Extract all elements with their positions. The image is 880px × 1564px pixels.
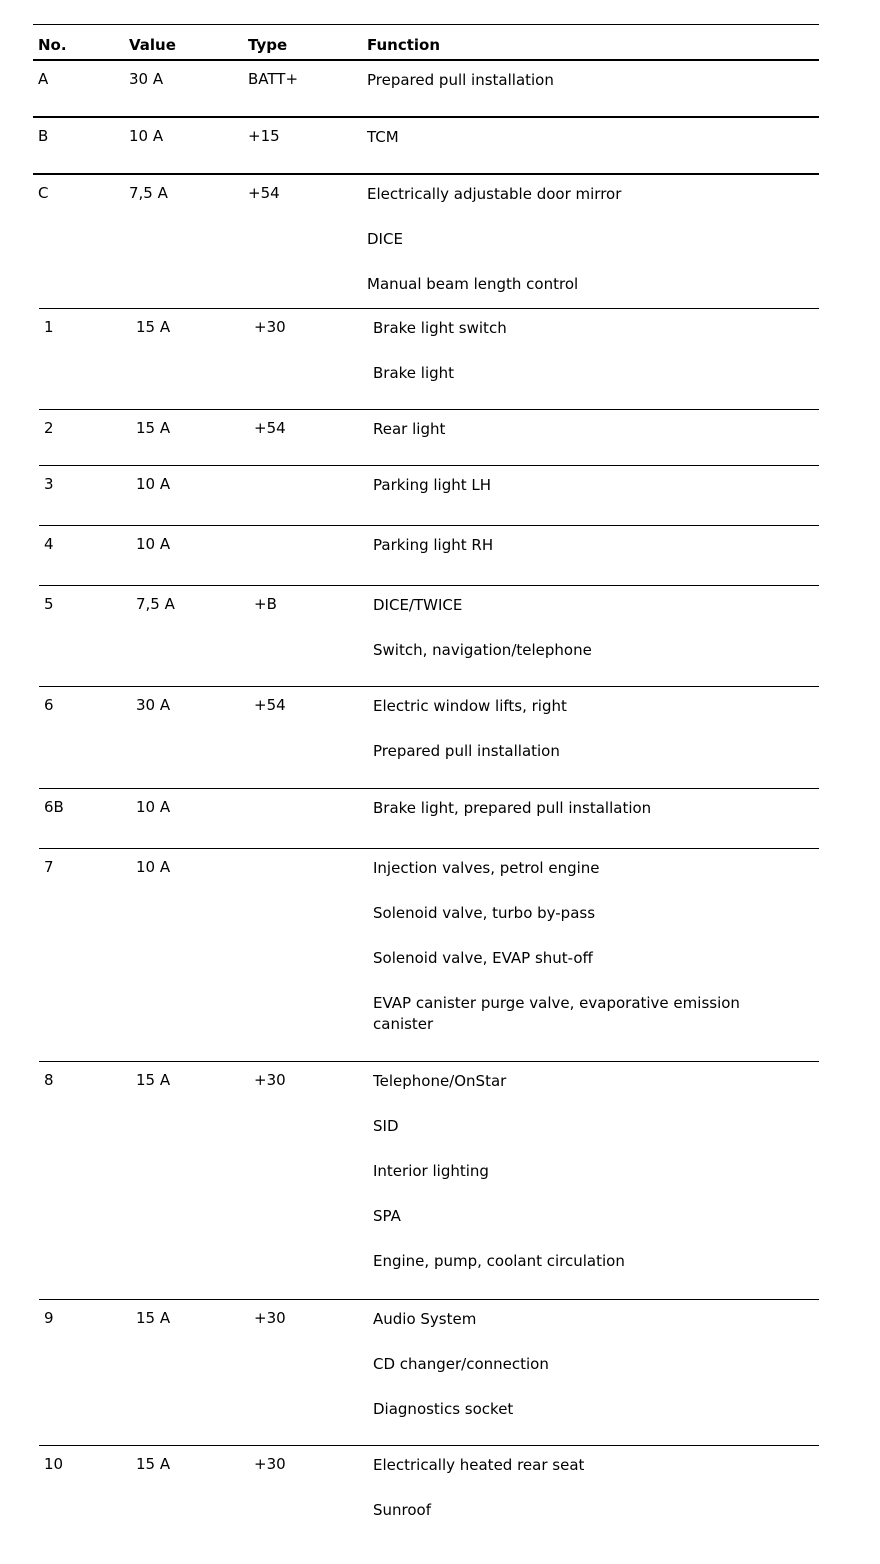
- function-item: SID: [373, 1117, 399, 1135]
- table-row: [33, 1300, 819, 1445]
- function-item: Audio System: [373, 1310, 477, 1328]
- cell-no: 8: [44, 1071, 54, 1089]
- table-row: [33, 1062, 819, 1299]
- cell-type: +30: [254, 1455, 286, 1473]
- table-row: [33, 410, 819, 465]
- function-item: Injection valves, petrol engine: [373, 859, 600, 877]
- header-value: Value: [129, 36, 176, 54]
- function-item: Telephone/OnStar: [373, 1072, 507, 1090]
- cell-no: B: [38, 127, 49, 145]
- function-item: Diagnostics socket: [373, 1400, 514, 1418]
- cell-function: [373, 798, 803, 819]
- function-item: Parking light RH: [373, 536, 494, 554]
- cell-no: 3: [44, 475, 54, 493]
- cell-value: 15 A: [136, 318, 171, 336]
- function-item: Rear light: [373, 420, 446, 438]
- cell-value: 15 A: [136, 1071, 171, 1089]
- table-row: [33, 687, 819, 788]
- function-item: Brake light, prepared pull installation: [373, 799, 652, 817]
- function-item: DICE/TWICE: [373, 596, 463, 614]
- cell-no: 6: [44, 696, 54, 714]
- cell-value: 10 A: [136, 858, 171, 876]
- cell-type: BATT+: [248, 70, 299, 88]
- function-item: Brake light: [373, 364, 455, 382]
- cell-function: [373, 535, 803, 556]
- table-row: [33, 526, 819, 585]
- cell-no: C: [38, 184, 49, 202]
- table-row: [33, 849, 819, 1061]
- table-row: [33, 789, 819, 848]
- function-item: Solenoid valve, EVAP shut-off: [373, 949, 593, 967]
- cell-function: [373, 318, 803, 384]
- cell-no: 9: [44, 1309, 54, 1327]
- table-row: [33, 118, 819, 173]
- cell-function: [373, 419, 803, 440]
- function-item: Prepared pull installation: [373, 742, 560, 760]
- cell-value: 10 A: [136, 475, 171, 493]
- cell-value: 10 A: [129, 127, 164, 145]
- function-item: Prepared pull installation: [367, 71, 554, 89]
- cell-no: 4: [44, 535, 54, 553]
- cell-value: 15 A: [136, 1455, 171, 1473]
- header-type: Type: [248, 36, 288, 54]
- function-item: DICE: [367, 230, 403, 248]
- table-row: [33, 61, 819, 116]
- cell-value: 15 A: [136, 419, 171, 437]
- cell-function: [373, 1455, 803, 1521]
- cell-type: +30: [254, 318, 286, 336]
- cell-function: [367, 184, 797, 295]
- function-item: Brake light switch: [373, 319, 507, 337]
- function-item: EVAP canister purge valve, evaporative emission canister: [373, 994, 740, 1033]
- cell-type: +54: [254, 419, 286, 437]
- cell-no: 1: [44, 318, 54, 336]
- cell-no: 7: [44, 858, 54, 876]
- header-no: No.: [38, 36, 67, 54]
- cell-value: 30 A: [129, 70, 164, 88]
- function-item: Electrically heated rear seat: [373, 1456, 585, 1474]
- table-row: [33, 466, 819, 525]
- function-item: CD changer/connection: [373, 1355, 549, 1373]
- cell-function: [373, 475, 803, 496]
- function-item: Solenoid valve, turbo by-pass: [373, 904, 596, 922]
- function-item: Parking light LH: [373, 476, 492, 494]
- cell-type: +15: [248, 127, 280, 145]
- table-header-row: [33, 25, 819, 59]
- cell-type: +B: [254, 595, 277, 613]
- table-row: [33, 309, 819, 409]
- function-item: Manual beam length control: [367, 275, 579, 293]
- function-item: Electrically adjustable door mirror: [367, 185, 622, 203]
- cell-type: +30: [254, 1071, 286, 1089]
- table-row: [33, 586, 819, 686]
- function-item: Switch, navigation/telephone: [373, 641, 592, 659]
- function-item: Interior lighting: [373, 1162, 489, 1180]
- cell-function: [367, 70, 797, 91]
- cell-value: 15 A: [136, 1309, 171, 1327]
- cell-function: [373, 696, 803, 762]
- cell-no: A: [38, 70, 49, 88]
- function-item: Sunroof: [373, 1501, 432, 1519]
- cell-type: +54: [248, 184, 280, 202]
- function-item: Engine, pump, coolant circulation: [373, 1252, 625, 1270]
- cell-function: [373, 858, 803, 1035]
- function-item: TCM: [367, 128, 399, 146]
- cell-function: [373, 595, 803, 661]
- cell-no: 10: [44, 1455, 64, 1473]
- cell-no: 6B: [44, 798, 64, 816]
- function-item: Electric window lifts, right: [373, 697, 567, 715]
- cell-no: 5: [44, 595, 54, 613]
- cell-function: [373, 1071, 803, 1272]
- cell-value: 7,5 A: [129, 184, 168, 202]
- table-row: [33, 175, 819, 308]
- cell-function: [373, 1309, 803, 1420]
- cell-function: [367, 127, 797, 148]
- cell-value: 10 A: [136, 798, 171, 816]
- cell-type: +30: [254, 1309, 286, 1327]
- table-row: [33, 1446, 819, 1545]
- header-function: Function: [367, 36, 441, 54]
- cell-type: +54: [254, 696, 286, 714]
- cell-no: 2: [44, 419, 54, 437]
- function-item: SPA: [373, 1207, 401, 1225]
- table-body: [33, 61, 819, 1545]
- cell-value: 30 A: [136, 696, 171, 714]
- cell-value: 7,5 A: [136, 595, 175, 613]
- fuse-table: [33, 0, 819, 1545]
- cell-value: 10 A: [136, 535, 171, 553]
